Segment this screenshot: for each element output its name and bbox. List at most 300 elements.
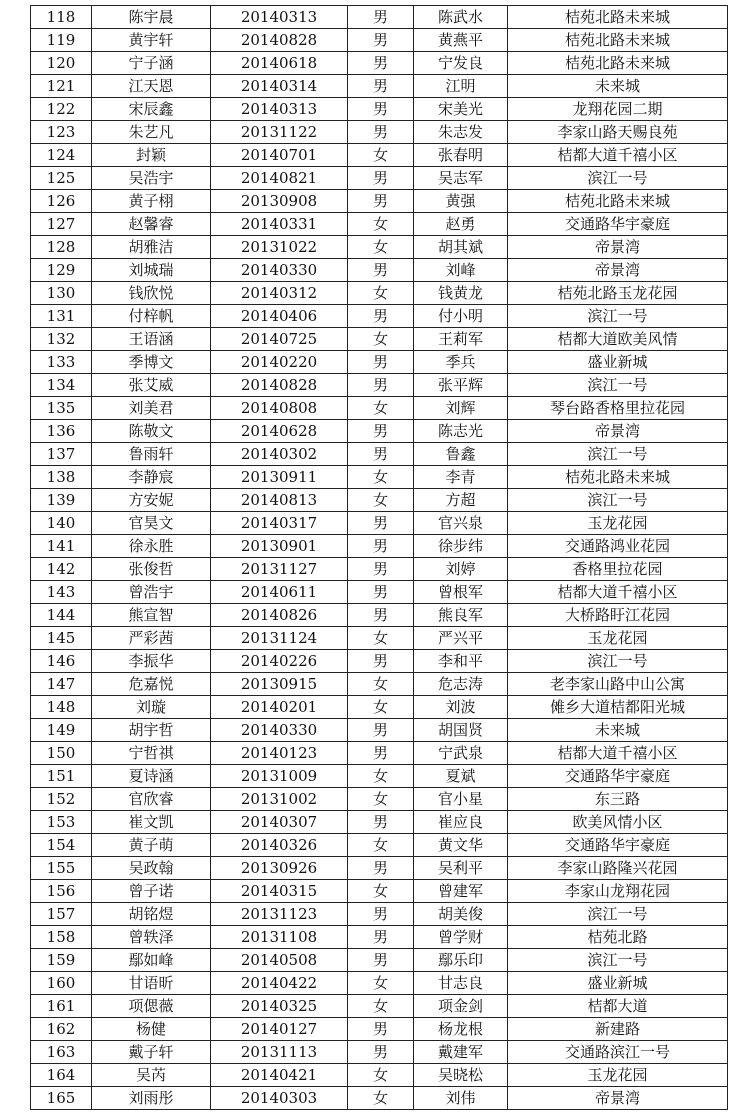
cell-student-name: 陈敬文 [92,420,211,443]
table-row [31,466,728,489]
table-row [31,489,728,512]
cell-guardian-name: 刘伟 [414,1087,508,1110]
table-row [31,834,728,857]
cell-address: 滨江一号 [508,167,728,190]
cell-gender: 男 [348,443,414,466]
cell-birth-date: 20140325 [211,995,348,1018]
cell-student-name: 杨健 [92,1018,211,1041]
cell-number: 155 [31,857,92,880]
cell-address: 琴台路香格里拉花园 [508,397,728,420]
cell-gender: 女 [348,1064,414,1087]
cell-number: 144 [31,604,92,627]
cell-birth-date: 20131123 [211,903,348,926]
cell-guardian-name: 王莉军 [414,328,508,351]
cell-address: 桔都大道千禧小区 [508,144,728,167]
cell-gender: 女 [348,236,414,259]
cell-birth-date: 20140330 [211,259,348,282]
cell-number: 145 [31,627,92,650]
cell-student-name: 甘语昕 [92,972,211,995]
cell-number: 137 [31,443,92,466]
cell-guardian-name: 刘波 [414,696,508,719]
cell-gender: 女 [348,972,414,995]
cell-birth-date: 20140821 [211,167,348,190]
cell-gender: 女 [348,397,414,420]
cell-birth-date: 20140123 [211,742,348,765]
cell-student-name: 宋辰鑫 [92,98,211,121]
table-row [31,190,728,213]
cell-address: 龙翔花园二期 [508,98,728,121]
cell-birth-date: 20131009 [211,765,348,788]
cell-address: 李家山路隆兴花园 [508,857,728,880]
cell-student-name: 宁哲祺 [92,742,211,765]
cell-guardian-name: 胡美俊 [414,903,508,926]
cell-guardian-name: 宋美光 [414,98,508,121]
cell-address: 交通路滨江一号 [508,1041,728,1064]
cell-number: 134 [31,374,92,397]
cell-student-name: 崔文凯 [92,811,211,834]
table-row [31,765,728,788]
cell-number: 118 [31,6,92,29]
table-row [31,1087,728,1110]
cell-birth-date: 20140828 [211,374,348,397]
cell-address: 东三路 [508,788,728,811]
cell-number: 157 [31,903,92,926]
cell-gender: 男 [348,581,414,604]
cell-number: 146 [31,650,92,673]
cell-gender: 女 [348,696,414,719]
cell-guardian-name: 曾学财 [414,926,508,949]
cell-number: 154 [31,834,92,857]
cell-birth-date: 20130911 [211,466,348,489]
cell-guardian-name: 吴晓松 [414,1064,508,1087]
cell-address: 滨江一号 [508,305,728,328]
cell-address: 滨江一号 [508,903,728,926]
cell-student-name: 张俊哲 [92,558,211,581]
cell-gender: 男 [348,29,414,52]
cell-student-name: 钱欣悦 [92,282,211,305]
cell-address: 桔都大道千禧小区 [508,742,728,765]
cell-student-name: 李静宸 [92,466,211,489]
table-row [31,650,728,673]
cell-birth-date: 20140312 [211,282,348,305]
cell-guardian-name: 付小明 [414,305,508,328]
cell-guardian-name: 崔应良 [414,811,508,834]
cell-birth-date: 20140618 [211,52,348,75]
table-row [31,374,728,397]
cell-gender: 男 [348,259,414,282]
cell-address: 滨江一号 [508,443,728,466]
cell-student-name: 宁子涵 [92,52,211,75]
cell-gender: 女 [348,144,414,167]
cell-gender: 男 [348,52,414,75]
cell-student-name: 官欣睿 [92,788,211,811]
table-row [31,443,728,466]
cell-gender: 女 [348,673,414,696]
cell-address: 交通路华宇豪庭 [508,213,728,236]
cell-number: 140 [31,512,92,535]
cell-guardian-name: 曾根军 [414,581,508,604]
cell-guardian-name: 季兵 [414,351,508,374]
cell-guardian-name: 鲁鑫 [414,443,508,466]
table-row [31,236,728,259]
cell-number: 149 [31,719,92,742]
cell-birth-date: 20140611 [211,581,348,604]
table-row [31,29,728,52]
cell-guardian-name: 鄢乐印 [414,949,508,972]
cell-address: 未来城 [508,75,728,98]
cell-number: 122 [31,98,92,121]
cell-gender: 男 [348,742,414,765]
cell-birth-date: 20140828 [211,29,348,52]
table-row [31,420,728,443]
cell-gender: 女 [348,489,414,512]
cell-student-name: 胡宇哲 [92,719,211,742]
cell-birth-date: 20140331 [211,213,348,236]
cell-student-name: 赵馨睿 [92,213,211,236]
cell-student-name: 徐永胜 [92,535,211,558]
cell-number: 142 [31,558,92,581]
cell-student-name: 李振华 [92,650,211,673]
cell-number: 119 [31,29,92,52]
cell-gender: 男 [348,420,414,443]
cell-address: 桔苑北路未来城 [508,29,728,52]
cell-number: 160 [31,972,92,995]
cell-student-name: 方安妮 [92,489,211,512]
cell-guardian-name: 杨龙根 [414,1018,508,1041]
cell-gender: 女 [348,627,414,650]
table-row [31,742,728,765]
cell-birth-date: 20130901 [211,535,348,558]
cell-number: 121 [31,75,92,98]
cell-number: 127 [31,213,92,236]
cell-guardian-name: 吴利平 [414,857,508,880]
cell-birth-date: 20131124 [211,627,348,650]
cell-number: 135 [31,397,92,420]
cell-guardian-name: 陈武水 [414,6,508,29]
cell-birth-date: 20130908 [211,190,348,213]
cell-guardian-name: 宁武泉 [414,742,508,765]
cell-student-name: 项偲薇 [92,995,211,1018]
cell-number: 143 [31,581,92,604]
cell-birth-date: 20140314 [211,75,348,98]
cell-birth-date: 20131113 [211,1041,348,1064]
cell-student-name: 陈宇晨 [92,6,211,29]
cell-birth-date: 20140826 [211,604,348,627]
cell-gender: 女 [348,1087,414,1110]
cell-birth-date: 20140226 [211,650,348,673]
cell-address: 傩乡大道桔都阳光城 [508,696,728,719]
cell-number: 136 [31,420,92,443]
cell-birth-date: 20130926 [211,857,348,880]
cell-student-name: 江天恩 [92,75,211,98]
table-row [31,305,728,328]
cell-guardian-name: 官小星 [414,788,508,811]
cell-address: 欧美风情小区 [508,811,728,834]
cell-number: 151 [31,765,92,788]
cell-student-name: 付梓帆 [92,305,211,328]
cell-guardian-name: 赵勇 [414,213,508,236]
cell-student-name: 官昊文 [92,512,211,535]
cell-student-name: 季博文 [92,351,211,374]
table-row [31,1064,728,1087]
cell-student-name: 吴政翰 [92,857,211,880]
table-row [31,535,728,558]
cell-birth-date: 20140313 [211,6,348,29]
roster-body [31,6,728,1110]
table-row [31,949,728,972]
cell-number: 139 [31,489,92,512]
cell-guardian-name: 曾建军 [414,880,508,903]
cell-guardian-name: 方超 [414,489,508,512]
cell-address: 李家山路天赐良苑 [508,121,728,144]
cell-number: 165 [31,1087,92,1110]
cell-address: 玉龙花园 [508,1064,728,1087]
cell-gender: 男 [348,926,414,949]
cell-guardian-name: 官兴泉 [414,512,508,535]
cell-birth-date: 20131002 [211,788,348,811]
cell-address: 未来城 [508,719,728,742]
cell-birth-date: 20140628 [211,420,348,443]
cell-student-name: 胡雅洁 [92,236,211,259]
cell-birth-date: 20140201 [211,696,348,719]
cell-birth-date: 20140307 [211,811,348,834]
table-row [31,788,728,811]
cell-birth-date: 20131022 [211,236,348,259]
cell-birth-date: 20140725 [211,328,348,351]
cell-student-name: 刘璇 [92,696,211,719]
cell-address: 老李家山路中山公寓 [508,673,728,696]
cell-guardian-name: 吴志军 [414,167,508,190]
table-row [31,903,728,926]
cell-number: 129 [31,259,92,282]
cell-student-name: 吴芮 [92,1064,211,1087]
cell-guardian-name: 陈志光 [414,420,508,443]
cell-guardian-name: 危志涛 [414,673,508,696]
cell-birth-date: 20140808 [211,397,348,420]
cell-address: 香格里拉花园 [508,558,728,581]
cell-birth-date: 20140421 [211,1064,348,1087]
cell-gender: 男 [348,190,414,213]
cell-gender: 男 [348,604,414,627]
cell-number: 163 [31,1041,92,1064]
cell-number: 130 [31,282,92,305]
cell-gender: 男 [348,305,414,328]
table-row [31,880,728,903]
cell-address: 大桥路盱江花园 [508,604,728,627]
cell-address: 玉龙花园 [508,512,728,535]
cell-guardian-name: 项金剑 [414,995,508,1018]
cell-student-name: 曾浩宇 [92,581,211,604]
student-roster-table [30,5,728,1110]
table-row [31,259,728,282]
cell-gender: 男 [348,512,414,535]
cell-guardian-name: 江明 [414,75,508,98]
table-row [31,627,728,650]
cell-student-name: 熊宣智 [92,604,211,627]
cell-student-name: 张艾威 [92,374,211,397]
cell-birth-date: 20140313 [211,98,348,121]
cell-gender: 女 [348,995,414,1018]
cell-guardian-name: 熊良军 [414,604,508,627]
cell-guardian-name: 李和平 [414,650,508,673]
table-row [31,1018,728,1041]
cell-address: 桔苑北路未来城 [508,6,728,29]
cell-number: 147 [31,673,92,696]
cell-gender: 男 [348,949,414,972]
cell-student-name: 吴浩宇 [92,167,211,190]
cell-address: 桔都大道 [508,995,728,1018]
table-row [31,351,728,374]
table-row [31,213,728,236]
cell-student-name: 鄢如峰 [92,949,211,972]
cell-guardian-name: 胡其斌 [414,236,508,259]
cell-address: 桔苑北路未来城 [508,190,728,213]
cell-address: 帝景湾 [508,236,728,259]
cell-address: 桔苑北路玉龙花园 [508,282,728,305]
cell-gender: 男 [348,719,414,742]
table-row [31,581,728,604]
cell-number: 159 [31,949,92,972]
cell-number: 138 [31,466,92,489]
cell-student-name: 严彩茜 [92,627,211,650]
cell-guardian-name: 钱黄龙 [414,282,508,305]
cell-gender: 男 [348,857,414,880]
cell-gender: 女 [348,834,414,857]
cell-number: 162 [31,1018,92,1041]
cell-address: 桔都大道欧美风情 [508,328,728,351]
cell-gender: 女 [348,213,414,236]
cell-address: 盛业新城 [508,972,728,995]
cell-gender: 男 [348,1018,414,1041]
cell-address: 桔都大道千禧小区 [508,581,728,604]
cell-address: 盛业新城 [508,351,728,374]
cell-address: 交通路鸿业花园 [508,535,728,558]
cell-gender: 男 [348,98,414,121]
cell-birth-date: 20140813 [211,489,348,512]
table-row [31,52,728,75]
cell-guardian-name: 甘志良 [414,972,508,995]
cell-birth-date: 20140317 [211,512,348,535]
cell-birth-date: 20140302 [211,443,348,466]
cell-number: 158 [31,926,92,949]
cell-guardian-name: 徐步纬 [414,535,508,558]
cell-student-name: 刘美君 [92,397,211,420]
cell-address: 帝景湾 [508,259,728,282]
cell-birth-date: 20140508 [211,949,348,972]
cell-guardian-name: 宁发良 [414,52,508,75]
table-row [31,926,728,949]
cell-gender: 女 [348,880,414,903]
cell-birth-date: 20131127 [211,558,348,581]
cell-address: 滨江一号 [508,374,728,397]
table-row [31,98,728,121]
table-row [31,696,728,719]
cell-birth-date: 20140406 [211,305,348,328]
table-row [31,811,728,834]
cell-birth-date: 20131122 [211,121,348,144]
cell-gender: 女 [348,788,414,811]
cell-number: 120 [31,52,92,75]
cell-address: 玉龙花园 [508,627,728,650]
cell-number: 124 [31,144,92,167]
table-row [31,167,728,190]
cell-birth-date: 20140127 [211,1018,348,1041]
cell-gender: 女 [348,328,414,351]
table-row [31,995,728,1018]
cell-student-name: 黄子萌 [92,834,211,857]
cell-gender: 女 [348,466,414,489]
cell-number: 133 [31,351,92,374]
cell-number: 156 [31,880,92,903]
cell-address: 李家山龙翔花园 [508,880,728,903]
cell-student-name: 黄宇轩 [92,29,211,52]
cell-number: 128 [31,236,92,259]
cell-birth-date: 20140303 [211,1087,348,1110]
cell-birth-date: 20140315 [211,880,348,903]
table-row [31,397,728,420]
cell-guardian-name: 朱志发 [414,121,508,144]
cell-guardian-name: 黄强 [414,190,508,213]
cell-address: 滨江一号 [508,650,728,673]
cell-guardian-name: 刘峰 [414,259,508,282]
cell-number: 148 [31,696,92,719]
student-roster-sheet [30,5,721,1110]
cell-gender: 男 [348,6,414,29]
cell-guardian-name: 刘婷 [414,558,508,581]
cell-number: 152 [31,788,92,811]
cell-gender: 男 [348,75,414,98]
cell-student-name: 王语涵 [92,328,211,351]
cell-guardian-name: 严兴平 [414,627,508,650]
cell-address: 桔苑北路未来城 [508,52,728,75]
table-row [31,673,728,696]
cell-gender: 男 [348,374,414,397]
cell-number: 161 [31,995,92,1018]
cell-number: 153 [31,811,92,834]
cell-student-name: 胡铭煜 [92,903,211,926]
table-row [31,144,728,167]
table-row [31,558,728,581]
cell-birth-date: 20130915 [211,673,348,696]
table-row [31,857,728,880]
table-row [31,972,728,995]
cell-gender: 男 [348,811,414,834]
cell-gender: 男 [348,535,414,558]
table-row [31,75,728,98]
cell-guardian-name: 黄燕平 [414,29,508,52]
cell-number: 150 [31,742,92,765]
cell-student-name: 戴子轩 [92,1041,211,1064]
cell-address: 滨江一号 [508,949,728,972]
cell-birth-date: 20140701 [211,144,348,167]
cell-number: 123 [31,121,92,144]
cell-student-name: 刘雨彤 [92,1087,211,1110]
cell-gender: 女 [348,282,414,305]
cell-address: 交通路华宇豪庭 [508,765,728,788]
cell-student-name: 鲁雨轩 [92,443,211,466]
cell-gender: 男 [348,903,414,926]
cell-birth-date: 20140330 [211,719,348,742]
cell-birth-date: 20131108 [211,926,348,949]
cell-student-name: 夏诗涵 [92,765,211,788]
cell-guardian-name: 戴建军 [414,1041,508,1064]
cell-guardian-name: 夏斌 [414,765,508,788]
cell-number: 164 [31,1064,92,1087]
table-row [31,719,728,742]
cell-guardian-name: 张平辉 [414,374,508,397]
cell-gender: 男 [348,167,414,190]
cell-guardian-name: 张春明 [414,144,508,167]
